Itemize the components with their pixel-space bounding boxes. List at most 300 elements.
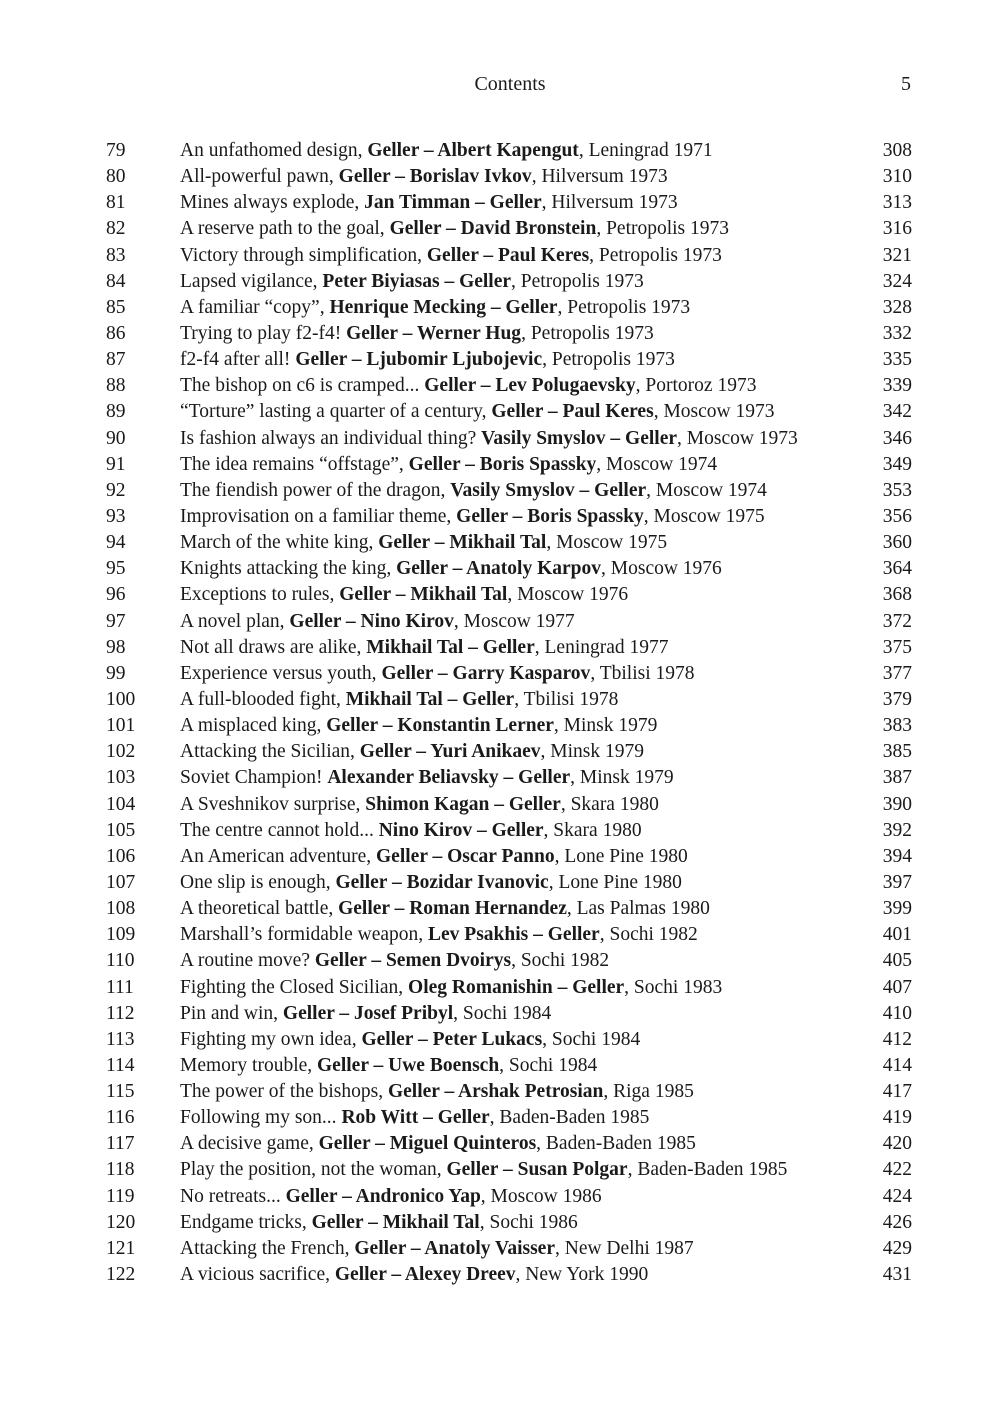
game-caption: One slip is enough, <box>180 871 336 893</box>
game-number: 96 <box>106 584 126 606</box>
game-number: 107 <box>106 871 136 893</box>
page-reference: 385 <box>882 741 912 763</box>
game-caption: Pin and win, <box>180 1002 283 1024</box>
game-venue: , Leningrad 1971 <box>578 140 713 161</box>
game-players: Geller – Paul Keres <box>426 244 590 266</box>
game-title <box>180 164 668 190</box>
game-caption: Trying to play f2-f4! <box>180 322 347 344</box>
running-head <box>0 70 1000 98</box>
toc-entry <box>106 713 912 739</box>
game-players: Geller – Alexey Dreev <box>334 1264 516 1286</box>
game-venue: , Moscow 1976 <box>601 558 722 580</box>
page-reference: 410 <box>882 1002 912 1024</box>
toc-entry <box>106 1105 912 1131</box>
game-players: Geller – Uwe Boensch <box>317 1054 500 1076</box>
page-reference: 316 <box>882 218 912 240</box>
game-title <box>180 138 713 164</box>
game-number: 86 <box>106 322 126 344</box>
page-reference: 390 <box>882 793 912 815</box>
game-caption: A reserve path to the goal, <box>180 218 390 240</box>
game-caption: A vicious sacrifice, <box>180 1264 335 1286</box>
page-reference: 375 <box>882 636 912 658</box>
page-reference: 310 <box>882 166 912 188</box>
game-caption: Experience versus youth, <box>180 662 382 684</box>
game-number: 89 <box>106 401 126 423</box>
game-venue: , Petropolis 1973 <box>557 296 691 318</box>
toc-entry <box>106 1236 912 1262</box>
game-title <box>180 870 682 896</box>
toc-entry <box>106 347 912 373</box>
game-title <box>180 765 674 791</box>
game-title <box>180 1079 694 1105</box>
toc-entry <box>106 426 912 452</box>
toc-entry <box>106 1053 912 1079</box>
page-reference: 346 <box>882 427 912 449</box>
toc-entry <box>106 190 912 216</box>
game-venue: , Moscow 1975 <box>546 532 668 554</box>
toc-entry <box>106 138 912 164</box>
game-title <box>180 844 688 870</box>
game-title <box>180 582 628 608</box>
game-caption: An American adventure, <box>180 845 377 867</box>
page-reference: 420 <box>882 1133 912 1155</box>
game-number: 105 <box>106 819 136 841</box>
toc-entry <box>106 870 912 896</box>
game-caption: Knights attacking the king, <box>180 558 397 580</box>
game-players: Oleg Romanishin – Geller <box>408 976 625 998</box>
game-players: Geller – Anatoly Vaisser <box>354 1237 555 1259</box>
game-players: Geller – Paul Keres <box>491 401 654 423</box>
game-venue: , Moscow 1986 <box>480 1185 602 1207</box>
toc-entry <box>106 1001 912 1027</box>
game-caption: A routine move? <box>180 950 315 972</box>
page-reference: 429 <box>882 1237 912 1259</box>
game-players: Vasily Smyslov – Geller <box>450 479 647 501</box>
game-title <box>180 1210 578 1236</box>
game-venue: , Sochi 1982 <box>599 924 698 946</box>
toc-entry <box>106 556 912 582</box>
game-number: 111 <box>106 976 134 998</box>
game-venue: , Minsk 1979 <box>570 767 674 789</box>
toc-entry <box>106 948 912 974</box>
page-reference: 394 <box>882 845 912 867</box>
page-reference: 399 <box>882 898 912 920</box>
game-number: 102 <box>106 741 136 763</box>
toc-entry <box>106 1027 912 1053</box>
game-number: 114 <box>106 1054 135 1076</box>
game-players: Geller – Yuri Anikaev <box>359 741 541 763</box>
game-title <box>180 661 695 687</box>
game-players: Geller – Miguel Quinteros <box>318 1133 537 1155</box>
game-players: Henrique Mecking – Geller <box>329 296 558 318</box>
game-title <box>180 818 642 844</box>
game-players: Geller – Boris Spassky <box>456 505 644 527</box>
game-players: Mikhail Tal – Geller <box>345 688 515 710</box>
game-title <box>180 556 722 582</box>
game-players: Geller – Werner Hug <box>346 322 522 344</box>
game-caption: Improvisation on a familiar theme, <box>180 505 457 527</box>
game-number: 118 <box>106 1159 135 1181</box>
page-reference: 387 <box>882 767 912 789</box>
game-caption: A familiar “copy”, <box>180 296 330 318</box>
page-reference: 324 <box>882 270 912 292</box>
game-number: 95 <box>106 558 126 580</box>
game-title <box>180 478 767 504</box>
toc-entry <box>106 1131 912 1157</box>
game-caption: A misplaced king, <box>180 715 327 737</box>
toc-entry <box>106 164 912 190</box>
game-number: 83 <box>106 244 126 266</box>
game-venue: , Hilversum 1973 <box>531 166 668 188</box>
game-number: 110 <box>106 950 135 972</box>
game-caption: A theoretical battle, <box>180 898 339 920</box>
page-reference: 377 <box>882 662 912 684</box>
game-players: Geller – Roman Hernandez <box>338 898 567 920</box>
game-title <box>180 269 644 295</box>
game-venue: , Sochi 1984 <box>499 1054 598 1076</box>
game-number: 103 <box>106 767 136 789</box>
page-reference: 332 <box>882 322 912 344</box>
game-number: 91 <box>106 453 126 475</box>
game-number: 113 <box>106 1028 135 1050</box>
game-number: 79 <box>106 140 126 161</box>
game-title <box>180 1001 551 1027</box>
game-players: Jan Timman – Geller <box>364 192 542 214</box>
game-players: Geller – Bozidar Ivanovic <box>335 871 549 893</box>
page-reference: 379 <box>882 688 912 710</box>
page-number: 5 <box>901 73 911 95</box>
game-title <box>180 243 722 269</box>
game-title <box>180 609 575 635</box>
game-players: Peter Biyiasas – Geller <box>322 270 512 292</box>
game-players: Geller – Arshak Petrosian <box>387 1081 604 1103</box>
game-number: 85 <box>106 296 126 318</box>
page-reference: 308 <box>882 140 912 161</box>
game-caption: f2-f4 after all! <box>180 349 296 371</box>
page-reference: 313 <box>882 192 912 214</box>
game-title <box>180 687 618 713</box>
game-number: 82 <box>106 218 126 240</box>
game-title <box>180 530 667 556</box>
toc-entry <box>106 295 912 321</box>
game-venue: , Sochi 1982 <box>511 950 610 972</box>
game-caption: The centre cannot hold... <box>180 819 379 841</box>
game-venue: , New York 1990 <box>515 1264 649 1286</box>
game-venue: , Sochi 1986 <box>479 1211 578 1233</box>
game-title <box>180 190 678 216</box>
page-reference: 401 <box>882 924 912 946</box>
game-players: Alexander Beliavsky – Geller <box>327 767 571 789</box>
game-players: Geller – Andronico Yap <box>285 1185 481 1207</box>
toc-entry <box>106 243 912 269</box>
game-venue: , Tbilisi 1978 <box>590 662 695 684</box>
table-of-contents <box>106 138 912 1288</box>
page-reference: 321 <box>882 244 912 266</box>
game-venue: , Skara 1980 <box>543 819 642 841</box>
toc-entry <box>106 1184 912 1210</box>
game-players: Geller – Garry Kasparov <box>381 662 591 684</box>
game-caption: The bishop on c6 is cramped... <box>180 375 425 397</box>
game-title <box>180 739 644 765</box>
game-title <box>180 1131 696 1157</box>
game-number: 116 <box>106 1107 135 1129</box>
game-venue: , Lone Pine 1980 <box>548 871 682 893</box>
game-venue: , Petropolis 1973 <box>596 218 730 240</box>
game-number: 115 <box>106 1081 135 1103</box>
game-venue: , Petropolis 1973 <box>589 244 722 266</box>
game-players: Geller – Anatoly Karpov <box>396 558 602 580</box>
game-venue: , Hilversum 1973 <box>541 192 678 214</box>
toc-entry <box>106 792 912 818</box>
toc-entry <box>106 373 912 399</box>
game-venue: , Petropolis 1973 <box>521 322 654 344</box>
game-caption: Endgame tricks, <box>180 1211 312 1233</box>
game-caption: No retreats... <box>180 1185 286 1207</box>
game-venue: , Riga 1985 <box>603 1081 694 1103</box>
game-venue: , Minsk 1979 <box>540 741 645 763</box>
game-title <box>180 1236 694 1262</box>
game-players: Geller – Mikhail Tal <box>311 1211 480 1233</box>
game-venue: , Petropolis 1973 <box>542 349 675 371</box>
game-title <box>180 1105 649 1131</box>
game-players: Geller – Mikhail Tal <box>378 532 547 554</box>
game-title <box>180 399 774 425</box>
game-caption: Attacking the Sicilian, <box>180 741 360 763</box>
game-title <box>180 1157 787 1183</box>
game-venue: , Portoroz 1973 <box>635 375 757 397</box>
game-number: 108 <box>106 898 136 920</box>
game-number: 99 <box>106 662 126 684</box>
game-venue: , New Delhi 1987 <box>554 1237 694 1259</box>
game-players: Mikhail Tal – Geller <box>366 636 535 658</box>
game-title <box>180 504 765 530</box>
toc-entry <box>106 582 912 608</box>
game-title <box>180 635 669 661</box>
game-players: Geller – Borislav Ivkov <box>338 166 532 188</box>
game-venue: , Leningrad 1977 <box>534 636 669 658</box>
game-title <box>180 1027 640 1053</box>
page-title: Contents <box>474 73 546 95</box>
game-caption: A decisive game, <box>180 1133 319 1155</box>
game-number: 121 <box>106 1237 136 1259</box>
game-players: Geller – Mikhail Tal <box>339 584 508 606</box>
game-venue: , Sochi 1984 <box>453 1002 552 1024</box>
game-players: Geller – Oscar Panno <box>376 845 555 867</box>
toc-entry <box>106 765 912 791</box>
toc-entry <box>106 975 912 1001</box>
game-caption: An unfathomed design, <box>180 140 368 161</box>
toc-entry <box>106 216 912 242</box>
game-players: Geller – David Bronstein <box>389 218 597 240</box>
game-caption: “Torture” lasting a quarter of a century, <box>180 401 492 423</box>
game-players: Geller – Semen Dvoirys <box>314 950 512 972</box>
toc-entry <box>106 739 912 765</box>
page-reference: 328 <box>882 296 912 318</box>
game-caption: A Sveshnikov surprise, <box>180 793 366 815</box>
game-caption: Fighting the Closed Sicilian, <box>180 976 409 998</box>
page-reference: 349 <box>882 453 912 475</box>
game-players: Rob Witt – Geller <box>341 1107 490 1129</box>
game-title <box>180 948 609 974</box>
game-players: Lev Psakhis – Geller <box>428 924 600 946</box>
toc-entry <box>106 399 912 425</box>
game-number: 120 <box>106 1211 136 1233</box>
game-caption: Soviet Champion! <box>180 767 328 789</box>
game-venue: , Lone Pine 1980 <box>554 845 688 867</box>
game-caption: The idea remains “offstage”, <box>180 453 409 475</box>
game-venue: , Tbilisi 1978 <box>514 688 619 710</box>
game-number: 92 <box>106 479 126 501</box>
game-venue: , Moscow 1974 <box>646 479 767 501</box>
game-title <box>180 216 729 242</box>
game-venue: , Las Palmas 1980 <box>566 898 710 920</box>
page-reference: 417 <box>882 1081 912 1103</box>
game-players: Geller – Lev Polugaevsky <box>424 375 636 397</box>
game-caption: Exceptions to rules, <box>180 584 340 606</box>
game-title <box>180 1262 648 1288</box>
page-reference: 412 <box>882 1028 912 1050</box>
game-number: 98 <box>106 636 126 658</box>
game-caption: Fighting my own idea, <box>180 1028 362 1050</box>
page-reference: 364 <box>882 558 912 580</box>
game-title <box>180 792 659 818</box>
game-venue: , Moscow 1973 <box>677 427 798 449</box>
toc-entry <box>106 609 912 635</box>
page-reference: 419 <box>882 1107 912 1129</box>
game-title <box>180 321 654 347</box>
game-number: 93 <box>106 505 126 527</box>
game-caption: Not all draws are alike, <box>180 636 367 658</box>
game-title <box>180 1053 597 1079</box>
toc-entry <box>106 269 912 295</box>
page-reference: 360 <box>882 532 912 554</box>
game-title <box>180 295 690 321</box>
game-venue: , Baden-Baden 1985 <box>536 1133 696 1155</box>
toc-entry <box>106 687 912 713</box>
toc-entry <box>106 1157 912 1183</box>
page-reference: 372 <box>882 610 912 632</box>
toc-entry <box>106 504 912 530</box>
game-title <box>180 896 710 922</box>
game-venue: , Moscow 1974 <box>596 453 718 475</box>
game-number: 80 <box>106 166 126 188</box>
game-venue: , Petropolis 1973 <box>511 270 644 292</box>
game-title <box>180 922 698 948</box>
page-reference: 356 <box>882 505 912 527</box>
page-reference: 426 <box>882 1211 912 1233</box>
page-reference: 431 <box>882 1264 912 1286</box>
game-venue: , Moscow 1975 <box>643 505 765 527</box>
game-caption: Is fashion always an individual thing? <box>180 427 482 449</box>
toc-entry <box>106 478 912 504</box>
game-number: 90 <box>106 427 126 449</box>
game-players: Geller – Peter Lukacs <box>361 1028 543 1050</box>
game-caption: Lapsed vigilance, <box>180 270 323 292</box>
game-number: 87 <box>106 349 126 371</box>
game-venue: , Sochi 1984 <box>542 1028 641 1050</box>
game-players: Vasily Smyslov – Geller <box>481 427 678 449</box>
game-title <box>180 347 675 373</box>
game-caption: Memory trouble, <box>180 1054 318 1076</box>
game-players: Geller – Nino Kirov <box>289 610 454 632</box>
game-number: 117 <box>106 1133 135 1155</box>
toc-entry <box>106 635 912 661</box>
toc-entry <box>106 321 912 347</box>
page-reference: 405 <box>882 950 912 972</box>
game-number: 119 <box>106 1185 135 1207</box>
page-reference: 397 <box>882 871 912 893</box>
toc-entry <box>106 452 912 478</box>
game-number: 97 <box>106 610 126 632</box>
game-caption: Marshall’s formidable weapon, <box>180 924 429 946</box>
game-players: Geller – Boris Spassky <box>408 453 597 475</box>
game-number: 106 <box>106 845 136 867</box>
game-venue: , Skara 1980 <box>560 793 659 815</box>
game-players: Shimon Kagan – Geller <box>365 793 561 815</box>
page-reference: 414 <box>882 1054 912 1076</box>
game-caption: Victory through simplification, <box>180 244 427 266</box>
game-title <box>180 452 717 478</box>
game-title <box>180 426 798 452</box>
game-caption: All-powerful pawn, <box>180 166 339 188</box>
game-caption: Play the position, not the woman, <box>180 1159 447 1181</box>
game-number: 112 <box>106 1002 135 1024</box>
toc-entry <box>106 922 912 948</box>
game-caption: Mines always explode, <box>180 192 365 214</box>
game-players: Geller – Konstantin Lerner <box>326 715 554 737</box>
game-number: 104 <box>106 793 136 815</box>
page-reference: 392 <box>882 819 912 841</box>
toc-entry <box>106 1210 912 1236</box>
game-number: 100 <box>106 688 136 710</box>
toc-entry <box>106 530 912 556</box>
game-number: 84 <box>106 270 126 292</box>
game-number: 109 <box>106 924 136 946</box>
game-caption: A full-blooded fight, <box>180 688 346 710</box>
game-venue: , Baden-Baden 1985 <box>627 1159 788 1181</box>
game-title <box>180 1184 602 1210</box>
game-players: Geller – Josef Pribyl <box>282 1002 454 1024</box>
game-number: 122 <box>106 1264 136 1286</box>
page-reference: 407 <box>882 976 912 998</box>
game-players: Geller – Ljubomir Ljubojevic <box>295 349 543 371</box>
game-venue: , Sochi 1983 <box>624 976 723 998</box>
game-caption: A novel plan, <box>180 610 290 632</box>
page-reference: 342 <box>882 401 912 423</box>
game-title <box>180 975 722 1001</box>
game-number: 101 <box>106 715 136 737</box>
page-reference: 383 <box>882 715 912 737</box>
toc-entry <box>106 818 912 844</box>
game-number: 88 <box>106 375 126 397</box>
game-caption: Attacking the French, <box>180 1237 355 1259</box>
page-reference: 422 <box>882 1159 912 1181</box>
toc-entry <box>106 661 912 687</box>
toc-entry <box>106 844 912 870</box>
toc-entry <box>106 1262 912 1288</box>
game-players: Geller – Susan Polgar <box>446 1159 628 1181</box>
game-venue: , Baden-Baden 1985 <box>489 1107 650 1129</box>
game-number: 94 <box>106 532 126 554</box>
toc-entry <box>106 1079 912 1105</box>
page-reference: 368 <box>882 584 912 606</box>
game-caption: Following my son... <box>180 1107 342 1129</box>
game-title <box>180 373 756 399</box>
game-number: 81 <box>106 192 126 214</box>
page-reference: 335 <box>882 349 912 371</box>
game-caption: The power of the bishops, <box>180 1081 388 1103</box>
page-reference: 424 <box>882 1185 912 1207</box>
